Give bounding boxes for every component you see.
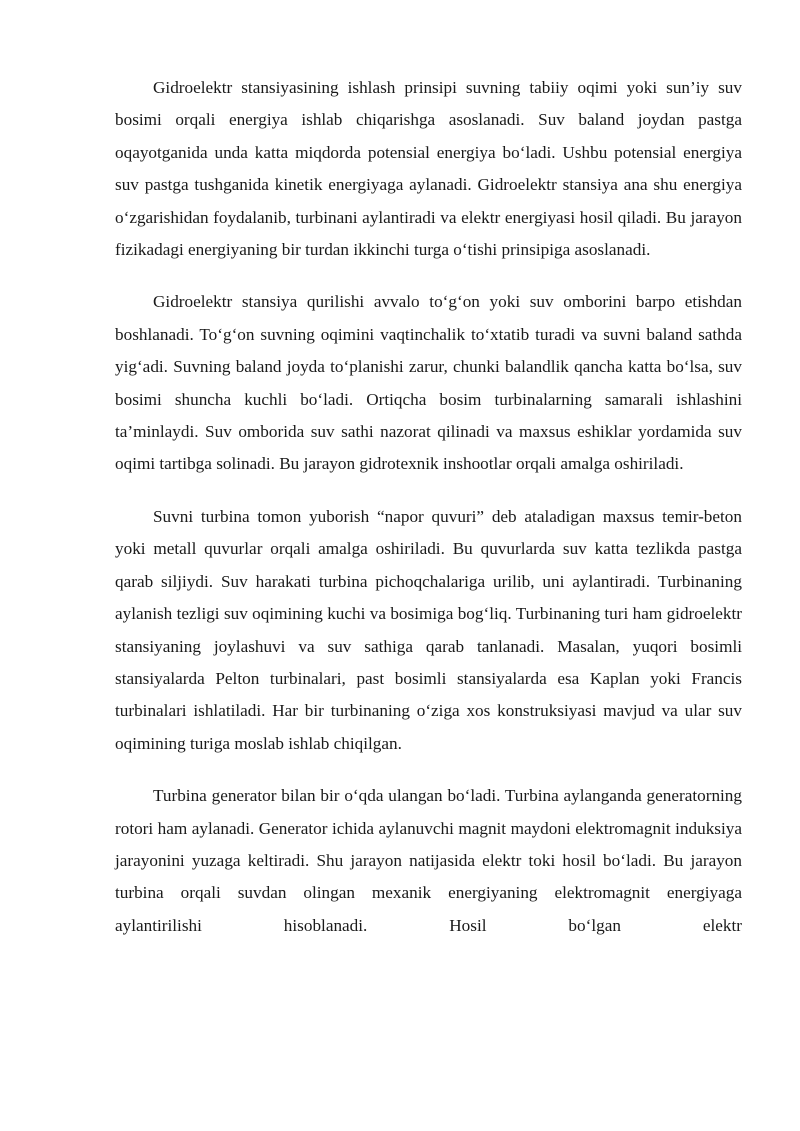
document-body	[115, 72, 742, 942]
paragraph-dam-construction: Gidroelektr stansiya qurilishi avvalo to‘g‘on yoki suv omborini barpo etishdan boshlanadi. To‘g‘on suvning oqimini vaqtinchalik to‘xtatib turadi va suvni baland sathda yig‘adi. Suvning baland joyda to‘planishi zarur, chunki balandlik qancha katta bo‘lsa, suv bosimi shuncha kuchli bo‘ladi. Ortiqcha bosim turbinalarning samarali ishlashini ta’minlaydi. Suv omborida suv sathi nazorat qilinadi va maxsus eshiklar yordamida suv oqimi tartibga solinadi. Bu jarayon gidrotexnik inshootlar orqali amalga oshiriladi.	[115, 292, 742, 474]
paragraph-principle: Gidroelektr stansiyasining ishlash prinsipi suvning tabiiy oqimi yoki sun’iy suv bosimi orqali energiya ishlab chiqarishga asoslanadi. Suv baland joydan pastga oqayotganida unda katta miqdorda potensial energiya bo‘ladi. Ushbu potensial energiya suv pastga tushganida kinetik energiyaga aylanadi. Gidroelektr stansiya ana shu energiya o‘zgarishidan foydalanib, turbinani aylantiradi va elektr energiyasi hosil qiladi. Bu jarayon fizikadagi energiyaning bir turdan ikkinchi turga o‘tishi prinsipiga asoslanadi.	[115, 78, 742, 260]
paragraph-generator: Turbina generator bilan bir o‘qda ulangan bo‘ladi. Turbina aylanganda generatorning rotori ham aylanadi. Generator ichida aylanuvchi magnit maydoni elektromagnit induksiya jarayonini yuzaga keltiradi. Shu jarayon natijasida elektr toki hosil bo‘ladi. Bu jarayon turbina orqali suvdan olingan mexanik energiyaning elektromagnit energiyaga aylantirilishi hisoblanadi. Hosil bo‘lgan elektr	[115, 786, 742, 935]
paragraph-penstock-turbine: Suvni turbina tomon yuborish “napor quvuri” deb ataladigan maxsus temir-beton yoki metall quvurlar orqali amalga oshiriladi. Bu quvurlarda suv katta tezlikda pastga qarab siljiydi. Suv harakati turbina pichoqchalariga urilib, uni aylantiradi. Turbinaning aylanish tezligi suv oqimining kuchi va bosimiga bog‘liq. Turbinaning turi ham gidroelektr stansiyaning joylashuvi va suv sathiga qarab tanlanadi. Masalan, yuqori bosimli stansiyalarda Pelton turbinalari, past bosimli stansiyalarda esa Kaplan yoki Francis turbinalari ishlatiladi. Har bir turbinaning o‘ziga xos konstruksiyasi mavjud va ular suv oqimining turiga moslab ishlab chiqilgan.	[115, 506, 742, 753]
